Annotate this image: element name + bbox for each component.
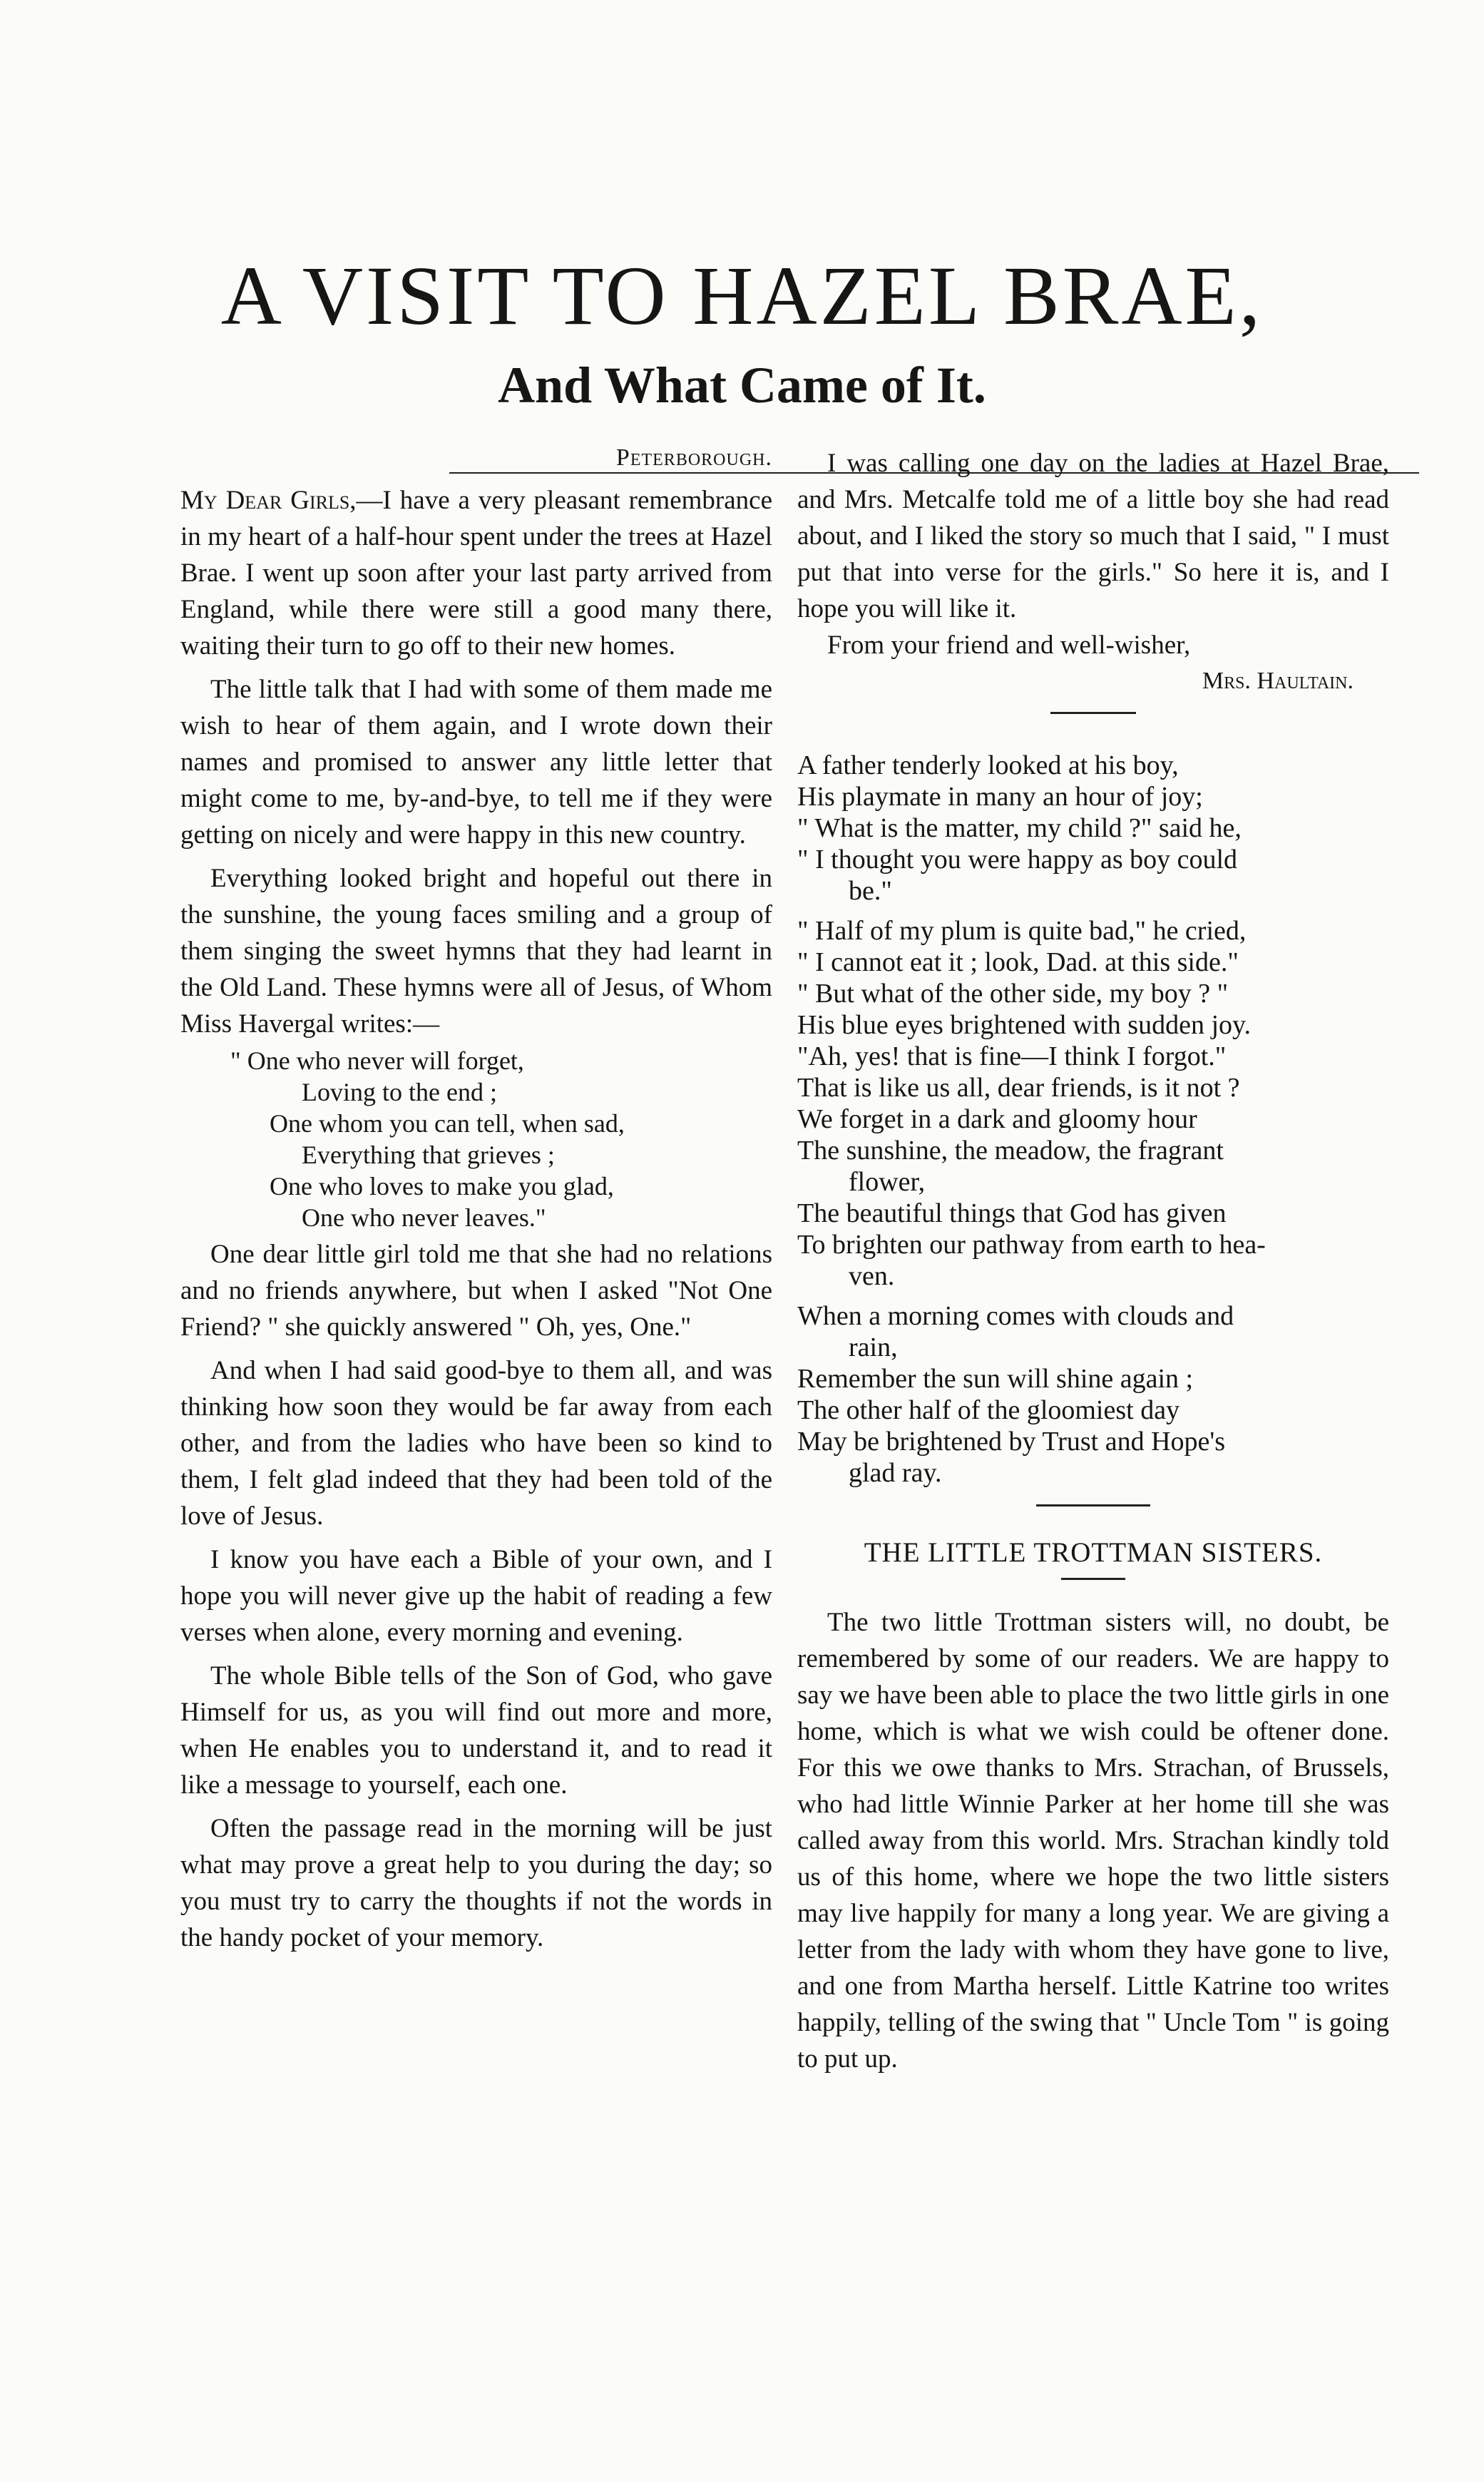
poem-line: When a morning comes with clouds and bbox=[797, 1301, 1234, 1331]
poem-line: The sunshine, the meadow, the fragrant bbox=[797, 1136, 1224, 1166]
hymn-line: One who never leaves." bbox=[302, 1203, 546, 1232]
poem-line: ven. bbox=[849, 1261, 895, 1291]
poem-line: Remember the sun will shine again ; bbox=[797, 1364, 1194, 1394]
hymn-quote bbox=[180, 1045, 772, 1233]
poem-line: His playmate in many an hour of joy; bbox=[797, 782, 1203, 812]
poem-line: flower, bbox=[849, 1167, 926, 1197]
letter-paragraph-5: And when I had said good-bye to them all, and was thinking how soon they would be far away from each other, and from the ladies who have been so kind to them, I felt glad indeed that they had been told of the love of Jesus. bbox=[180, 1356, 772, 1531]
section-heading: THE LITTLE TROTTMAN SISTERS. bbox=[864, 1537, 1323, 1568]
stanza-gap bbox=[797, 1292, 1389, 1300]
poem-line: " But what of the other side, my boy ? " bbox=[797, 979, 1229, 1009]
poem-line: A father tenderly looked at his boy, bbox=[797, 750, 1179, 780]
salutation: My Dear Girls, bbox=[180, 486, 357, 515]
hymn-line: One who loves to make you glad, bbox=[270, 1172, 614, 1200]
poem-line: The beautiful things that God has given bbox=[797, 1198, 1227, 1228]
letter-paragraph-1 bbox=[180, 482, 772, 664]
poem-line: His blue eyes brightened with sudden joy. bbox=[797, 1010, 1252, 1040]
poem-line: " I thought you were happy as boy could bbox=[797, 845, 1238, 875]
poem-line: be." bbox=[849, 876, 892, 906]
poem-line: "Ah, yes! that is fine—I think I forgot." bbox=[797, 1041, 1227, 1071]
signature: Mrs. Haultain. bbox=[1202, 668, 1353, 694]
poem-line: " I cannot eat it ; look, Dad. at this side." bbox=[797, 947, 1239, 977]
poem-line: rain, bbox=[849, 1332, 898, 1362]
right-column bbox=[797, 445, 1389, 2077]
hymn-line: One whom you can tell, when sad, bbox=[270, 1109, 625, 1138]
letter-paragraph-3: Everything looked bright and hopeful out there in the sunshine, the young faces smiling and a group of them singing the sweet hymns that they had learnt in the Old Land. These hymns were all of Jesus, of Whom Miss Havergal writes:— bbox=[180, 864, 772, 1039]
section-divider bbox=[1036, 1504, 1150, 1506]
poem-line: We forget in a dark and gloomy hour bbox=[797, 1104, 1197, 1134]
hymn-line: " One who never will forget, bbox=[230, 1046, 524, 1075]
letter-paragraph-8: Often the passage read in the morning will be just what may prove a great help to you during the day; so you must try to carry the thoughts if not the words in the handy pocket of your memory. bbox=[180, 1814, 772, 1952]
poem-line: May be brightened by Trust and Hope's bbox=[797, 1427, 1226, 1457]
letter-paragraph-1-text: —I have a very pleasant remembrance in my heart of a half-hour spent under the trees at Hazel Brae. I went up soon after your last party arrived from England, while there were still a good many there, waiting their turn to go off to their new homes. bbox=[180, 486, 772, 661]
intro-paragraph: I was calling one day on the ladies at Hazel Brae, and Mrs. Metcalfe told me of a little boy she had read about, and I liked the story so much that I said, " I must put that into verse for the girls." So here it is, and I hope you will like it. bbox=[797, 449, 1389, 623]
stanza-gap bbox=[797, 907, 1389, 915]
letter-paragraph-4: One dear little girl told me that she had no relations and no friends anywhere, but when I asked "Not One Friend? " she quickly answered " Oh, yes, One." bbox=[180, 1240, 772, 1342]
trottman-paragraph: The two little Trottman sisters will, no doubt, be remembered by some of our readers. We are happy to say we have been able to place the two little girls in one home, which is what we wish could be oftener done. For this we owe thanks to Mrs. Strachan, of Brussels, who had little Winnie Parker at her home till she was called away from this world. Mrs. Strachan kindly told us of this home, where we hope the two little sisters may live happily for many a long year. We are giving a letter from the lady with whom they have gone to live, and one from Martha herself. Little Katrine too writes happily, telling of the swing that " Uncle Tom " is going to put up. bbox=[797, 1608, 1389, 2074]
poem-line: " What is the matter, my child ?" said he, bbox=[797, 813, 1242, 843]
letter-paragraph-7: The whole Bible tells of the Son of God, who gave Himself for us, as you will find out more and more, when He enables you to understand it, and to read it like a message to yourself, each one. bbox=[180, 1661, 772, 1800]
hymn-line: Everything that grieves ; bbox=[302, 1141, 555, 1169]
poem-line: That is like us all, dear friends, is it not ? bbox=[797, 1073, 1240, 1103]
poem-line: The other half of the gloomiest day bbox=[797, 1395, 1180, 1425]
section-divider bbox=[1050, 712, 1136, 714]
letter-paragraph-2: The little talk that I had with some of them made me wish to hear of them again, and I wrote down their names and promised to answer any little letter that might come to me, by-and-bye, to tell me if they were getting on nicely and were happy in this new country. bbox=[180, 675, 772, 850]
heading-divider bbox=[1061, 1578, 1125, 1580]
left-column bbox=[180, 482, 772, 1956]
letter-paragraph-6: I know you have each a Bible of your own, and I hope you will never give up the habit of reading a few verses when alone, every morning and evening. bbox=[180, 1545, 772, 1647]
dateline-place: Peterborough. bbox=[615, 444, 772, 471]
article-title: A VISIT TO HAZEL BRAE, bbox=[220, 249, 1264, 342]
poem-line: glad ray. bbox=[849, 1458, 942, 1488]
poem-line: To brighten our pathway from earth to hea- bbox=[797, 1230, 1266, 1260]
closing-line: From your friend and well-wisher, bbox=[827, 631, 1191, 660]
article-subtitle: And What Came of It. bbox=[498, 357, 986, 414]
poem-line: " Half of my plum is quite bad," he cried, bbox=[797, 916, 1247, 946]
hymn-line: Loving to the end ; bbox=[302, 1078, 497, 1106]
poem bbox=[797, 750, 1389, 1489]
